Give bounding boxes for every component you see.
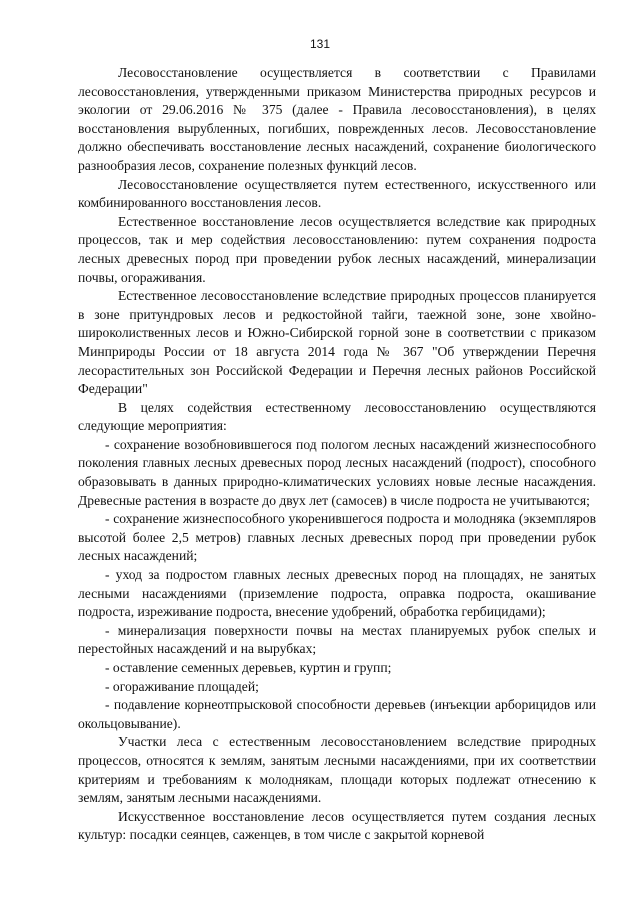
paragraph: Естественное лесовосстановление вследствие природных процессов планируется в зоне притундровых лесов и редкостойной тайги, таежной зоне, зоне хвойно-широколиственных лесов и Южно-Сибирской горной зоне в соответствии с приказом Минприроды России от 18 августа 2014 года № 367 "Об утверждении Перечня лесорастительных зон Российской Федерации и Перечня лесных районов Российской Федерации" — [78, 288, 596, 397]
paragraph: Лесовосстановление осуществляется в соответствии с Правилами лесовосстановления, утвержденными приказом Министерства природных ресурсов и экологии от 29.06.2016 № 375 (далее - Правила лесовосстановления), в целях восстановления вырубленных, погибших, поврежденных лесов. Лесовосстановление должно обеспечивать восстановление лесных насаждений, сохранение биологического разнообразия лесов, сохранение полезных функций лесов. — [78, 65, 596, 173]
paragraph: Лесовосстановление осуществляется путем естественного, искусственного или комбинированного восстановления лесов. — [78, 176, 596, 211]
list-item: - минерализация поверхности почвы на местах планируемых рубок спелых и перестойных насаждений и на вырубках; — [78, 622, 596, 657]
paragraph: В целях содействия естественному лесовосстановлению осуществляются следующие мероприятия: — [78, 399, 596, 434]
paragraph: Искусственное восстановление лесов осуществляется путем создания лесных культур: посадки сеянцев, саженцев, в том числе с закрытой корневой — [78, 808, 596, 843]
list-item: - оставление семенных деревьев, куртин и групп; — [105, 660, 392, 675]
paragraph: Участки леса с естественным лесовосстановлением вследствие природных процессов, относятся к землям, занятым лесными насаждениями, при их соответствии критериям и требованиям к молоднякам, площади которых подлежат отнесению к землям, занятым лесными насаждениями. — [78, 734, 596, 806]
document-body — [78, 64, 596, 845]
list-item: - огораживание площадей; — [105, 678, 259, 694]
paragraph: Естественное восстановление лесов осуществляется вследствие как природных процессов, так и мер содействия лесовосстановлению: путем сохранения подроста лесных древесных пород при проведении рубок лесных насаждений, минерализации почвы, огораживания. — [78, 213, 596, 285]
list-item: - сохранение жизнеспособного укоренившегося подроста и молодняка (экземпляров высотой более 2,5 метров) главных лесных древесных пород при проведении рубок лесных насаждений; — [78, 511, 596, 564]
list-item: - сохранение возобновившегося под пологом лесных насаждений жизнеспособного поколения главных лесных древесных пород лесных насаждений (подрост), способного образовывать в данных природно-климатических условиях новые лесные насаждения. Древесные растения в возрасте до двух лет (самосев) в числе подроста не учитываются; — [78, 436, 596, 508]
list-item: - уход за подростом главных лесных древесных пород на площадях, не занятых лесными насаждениями (приземление подроста, оправка подроста, окашивание подроста, изреживание подроста, внесение удобрений, обработка гербицидами); — [78, 567, 596, 620]
list-item: - подавление корнеотпрысковой способности деревьев (инъекции арборицидов или окольцовывание). — [78, 697, 596, 731]
page-number: 131 — [309, 37, 331, 51]
